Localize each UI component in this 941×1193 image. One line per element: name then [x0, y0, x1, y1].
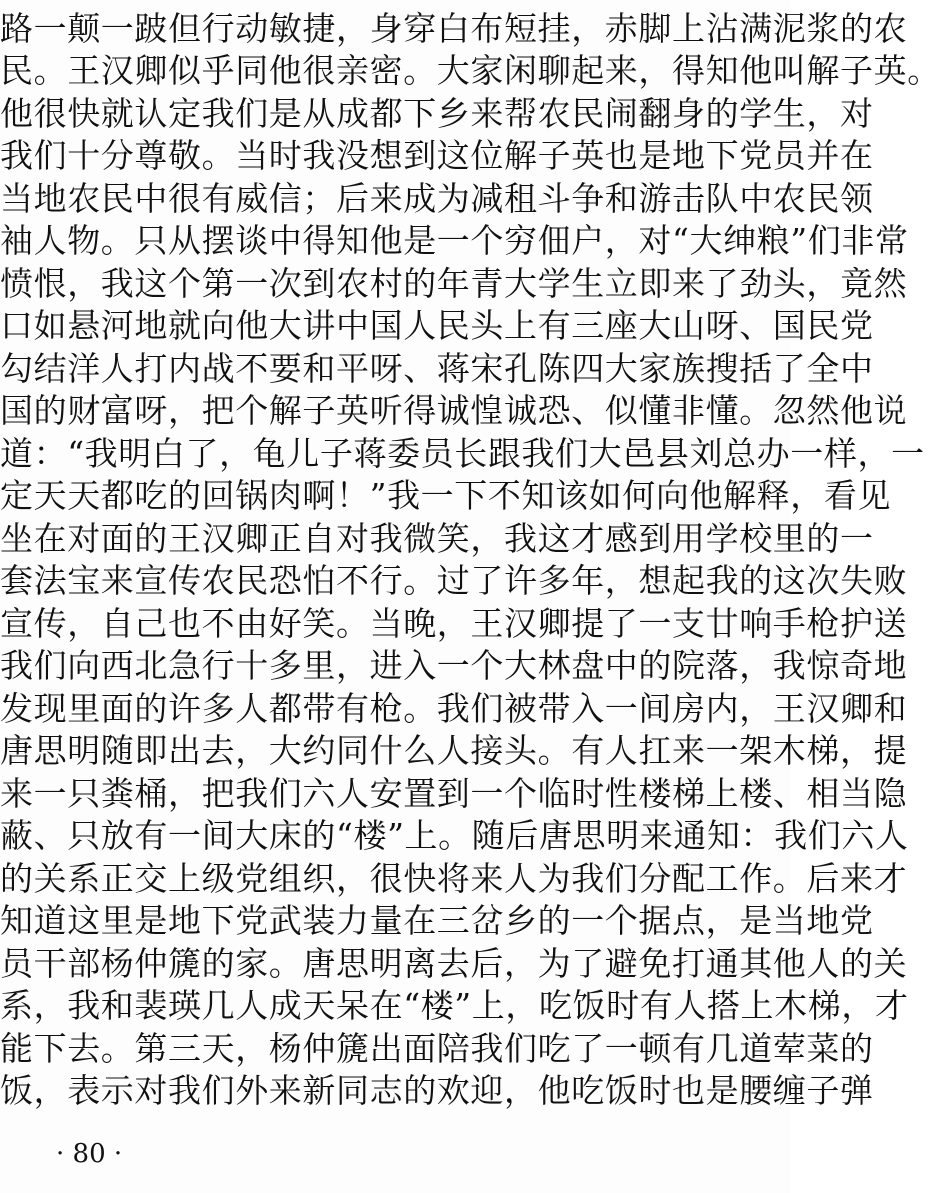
- text-line: 定天天都吃的回锅肉啊！”我一下不知该如何向他解释，看见: [0, 476, 892, 515]
- text-line: 套法宝来宣传农民恐怕不行。过了许多年，想起我的这次失败: [0, 561, 908, 600]
- text-line: 宣传，自己也不由好笑。当晚，王汉卿提了一支廿响手枪护送: [0, 604, 908, 643]
- text-line: 口如悬河地就向他大讲中国人民头上有三座大山呀、国民党: [0, 306, 874, 345]
- text-line: 路一颠一跛但行动敏捷，身穿白布短挂，赤脚上沾满泥浆的农: [0, 9, 908, 48]
- text-line: 愤恨，我这个第一次到农村的年青大学生立即来了劲头，竟然: [0, 264, 908, 303]
- text-line: 民。王汉卿似乎同他很亲密。大家闲聊起来，得知他叫解子英。: [0, 51, 941, 90]
- text-line: 国的财富呀，把个解子英听得诚惶诚恐、似懂非懂。忽然他说: [0, 391, 908, 430]
- text-line: 袖人物。只从摆谈中得知他是一个穷佃户，对“大绅粮”们非常: [0, 221, 909, 260]
- text-line: 蔽、只放有一间大床的“楼”上。随后唐思明来通知：我们六人: [0, 816, 909, 855]
- text-line: 来一只粪桶，把我们六人安置到一个临时性楼梯上楼、相当隐: [0, 774, 908, 813]
- text-line: 勾结洋人打内战不要和平呀、蒋宋孔陈四大家族搜括了全中: [0, 349, 874, 388]
- text-line: 我们向西北急行十多里，进入一个大林盘中的院落，我惊奇地: [0, 646, 908, 685]
- text-line: 知道这里是地下党武装力量在三岔乡的一个据点，是当地党: [0, 901, 874, 940]
- text-line: 他很快就认定我们是从成都下乡来帮农民闹翻身的学生，对: [0, 94, 874, 133]
- text-line: 系，我和裴瑛几人成天呆在“楼”上，吃饭时有人搭上木梯，才: [0, 986, 909, 1025]
- text-line: 的关系正交上级党组织，很快将来人为我们分配工作。后来才: [0, 859, 908, 898]
- text-line: 道：“我明白了，龟儿子蒋委员长跟我们大邑县刘总办一样，一: [0, 434, 925, 473]
- text-line: 坐在对面的王汉卿正自对我微笑，我这才感到用学校里的一: [0, 519, 874, 558]
- text-line: 我们十分尊敬。当时我没想到这位解子英也是地下党员并在: [0, 136, 874, 175]
- text-line: 发现里面的许多人都带有枪。我们被带入一间房内，王汉卿和: [0, 689, 908, 728]
- page-number: · 80 ·: [56, 1139, 123, 1169]
- text-line: 唐思明随即出去，大约同什么人接头。有人扛来一架木梯，提: [0, 731, 908, 770]
- text-line: 能下去。第三天，杨仲篪出面陪我们吃了一顿有几道荤菜的: [0, 1029, 874, 1068]
- text-line: 员干部杨仲篪的家。唐思明离去后，为了避免打通其他人的关: [0, 944, 908, 983]
- text-line: 饭，表示对我们外来新同志的欢迎，他吃饭时也是腰缠子弹: [0, 1071, 874, 1110]
- text-line: 当地农民中很有威信；后来成为减租斗争和游击队中农民领: [0, 179, 874, 218]
